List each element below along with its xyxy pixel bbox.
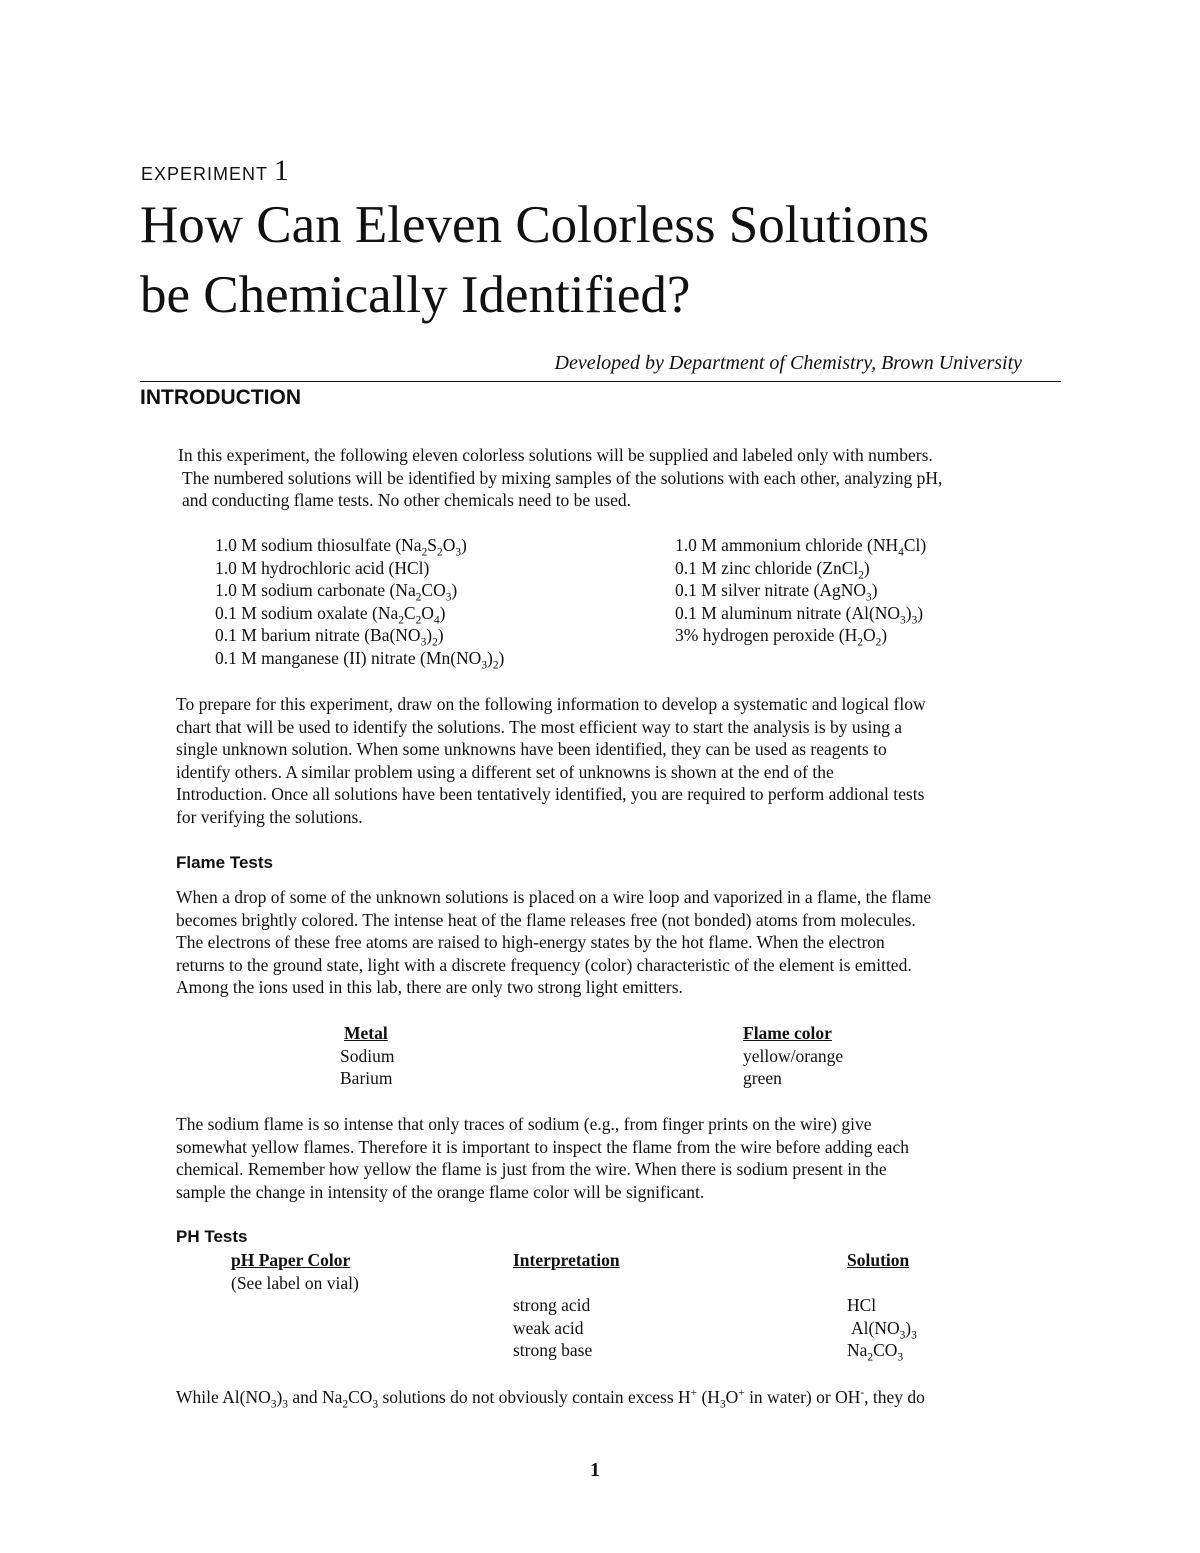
text-line: and conducting flame tests. No other chemicals need to be used. <box>182 490 632 510</box>
text-line: identify others. A similar problem using a different set of unknowns is shown at the end of the <box>176 761 834 782</box>
solution-item: 0.1 M sodium oxalate $(Na_2C_2O_4)$ <box>215 602 446 626</box>
ph-continuation-line: While $Al(NO_3)_3$ and $Na_2CO_3$ solutions do not obviously contain excess H+ ($H_3O^+$ in water) or OH-, they do <box>176 1387 925 1411</box>
solution-item: 0.1 M silver nitrate (AgNO$_3$) <box>675 580 878 604</box>
flame-table-cell: green <box>743 1068 782 1088</box>
solution-item: 1.0 M hydrochloric acid (HCl) <box>215 557 430 578</box>
text-line: returns to the ground state, light with a discrete frequency (color) characteristic of the element is emitted. <box>176 954 912 975</box>
solution-item: 1.0 M ammonium chloride $(NH_4Cl)$ <box>675 535 927 559</box>
introduction-heading: INTRODUCTION <box>140 386 301 409</box>
ph-col-solution <box>847 1249 917 1362</box>
text-line: The electrons of these free atoms are raised to high-energy states by the hot flame. When the electron <box>176 932 885 952</box>
ph-tests-heading: PH Tests <box>176 1227 248 1246</box>
text-line: Introduction. Once all solutions have been tentatively identified, you are required to perform addional tests <box>176 784 925 804</box>
flame-table-cell: Barium <box>340 1068 393 1088</box>
text-line: The numbered solutions will be identified by mixing samples of the solutions with each other, analyzing pH, <box>182 467 943 488</box>
ph-header-solution: Solution <box>847 1250 910 1270</box>
title-line-2: be Chemically Identified? <box>140 266 691 324</box>
page-number: 1 <box>590 1459 600 1481</box>
text-line: In this experiment, the following eleven colorless solutions will be supplied and labeled only with numbers. <box>178 445 933 465</box>
text-line: for verifying the solutions. <box>176 806 363 827</box>
experiment-label-text: EXPERIMENT <box>141 164 268 184</box>
solutions-list-left <box>215 534 504 669</box>
solution-item: 0.1 M aluminum nitrate $(Al(NO_3)_3)$ <box>675 602 924 626</box>
ph-note: (See label on vial) <box>231 1272 359 1293</box>
solution-item: 3% hydrogen peroxide $(H_2O_2)$ <box>675 625 888 649</box>
text-line: sample the change in intensity of the orange flame color will be significant. <box>176 1181 705 1202</box>
experiment-label <box>141 154 289 188</box>
text-line: single unknown solution. When some unknowns have been identified, they can be used as reagents to <box>176 739 887 759</box>
ph-interpretation-cell: strong acid <box>513 1295 591 1315</box>
flame-paragraph <box>176 886 931 999</box>
solutions-list-right <box>675 534 926 647</box>
sodium-paragraph <box>176 1113 909 1203</box>
ph-solution-cell: $Al(NO_3)_3$ <box>851 1317 917 1341</box>
flame-table-cell: yellow/orange <box>743 1045 844 1066</box>
ph-col-paper-color <box>231 1249 359 1294</box>
ph-solution-cell: $Na_2CO_3$ <box>847 1340 904 1364</box>
ph-header-interpretation: Interpretation <box>513 1250 620 1270</box>
flame-table-metal-column <box>340 1022 394 1090</box>
ph-solution-cell: HCl <box>847 1295 877 1315</box>
text-line: becomes brightly colored. The intense heat of the flame releases free (not bonded) atoms from molecules. <box>176 909 916 930</box>
solution-item: 0.1 M barium nitrate $(Ba(NO_3)_2)$ <box>215 625 444 649</box>
header-divider <box>140 381 1061 382</box>
text-line: somewhat yellow flames. Therefore it is important to inspect the flame from the wire before adding each <box>176 1136 909 1157</box>
ph-interpretation-cell: strong base <box>513 1340 593 1360</box>
ph-col-interpretation <box>513 1249 620 1362</box>
text-line: To prepare for this experiment, draw on the following information to develop a systematic and logical flow <box>176 694 926 714</box>
flame-table-cell: Sodium <box>340 1045 395 1066</box>
ph-header-paper-color: pH Paper Color <box>231 1250 351 1270</box>
prep-paragraph <box>176 693 926 828</box>
flame-tests-heading: Flame Tests <box>176 853 274 872</box>
ph-interpretation-cell: weak acid <box>513 1317 584 1338</box>
flame-table-header-color: Flame color <box>743 1023 832 1043</box>
solution-item: 0.1 M manganese (II) nitrate $(Mn(NO_3)_2)$ <box>215 647 505 671</box>
solution-item: 0.1 M zinc chloride (ZnCl$_2$) <box>675 557 870 581</box>
intro-paragraph <box>178 444 942 512</box>
experiment-number: 1 <box>273 154 289 187</box>
text-line: chart that will be used to identify the solutions. The most efficient way to start the analysis is by using a <box>176 716 902 737</box>
title-line-1: How Can Eleven Colorless Solutions <box>140 196 930 254</box>
solution-item: 1.0 M sodium carbonate $(Na_2CO_3)$ <box>215 580 458 604</box>
text-line: The sodium flame is so intense that only traces of sodium (e.g., from finger prints on the wire) give <box>176 1114 872 1134</box>
flame-table-color-column <box>743 1022 843 1090</box>
text-line: Among the ions used in this lab, there are only two strong light emitters. <box>176 977 683 997</box>
page-title <box>140 190 929 330</box>
text-line: chemical. Remember how yellow the flame is just from the wire. When there is sodium present in the <box>176 1159 887 1179</box>
flame-table-header-metal: Metal <box>344 1023 388 1043</box>
solution-item: 1.0 M sodium thiosulfate $(Na_2S_2O_3)$ <box>215 535 467 559</box>
text-line: When a drop of some of the unknown solutions is placed on a wire loop and vaporized in a flame, the flame <box>176 887 932 907</box>
byline: Developed by Department of Chemistry, Brown University <box>554 352 1022 374</box>
